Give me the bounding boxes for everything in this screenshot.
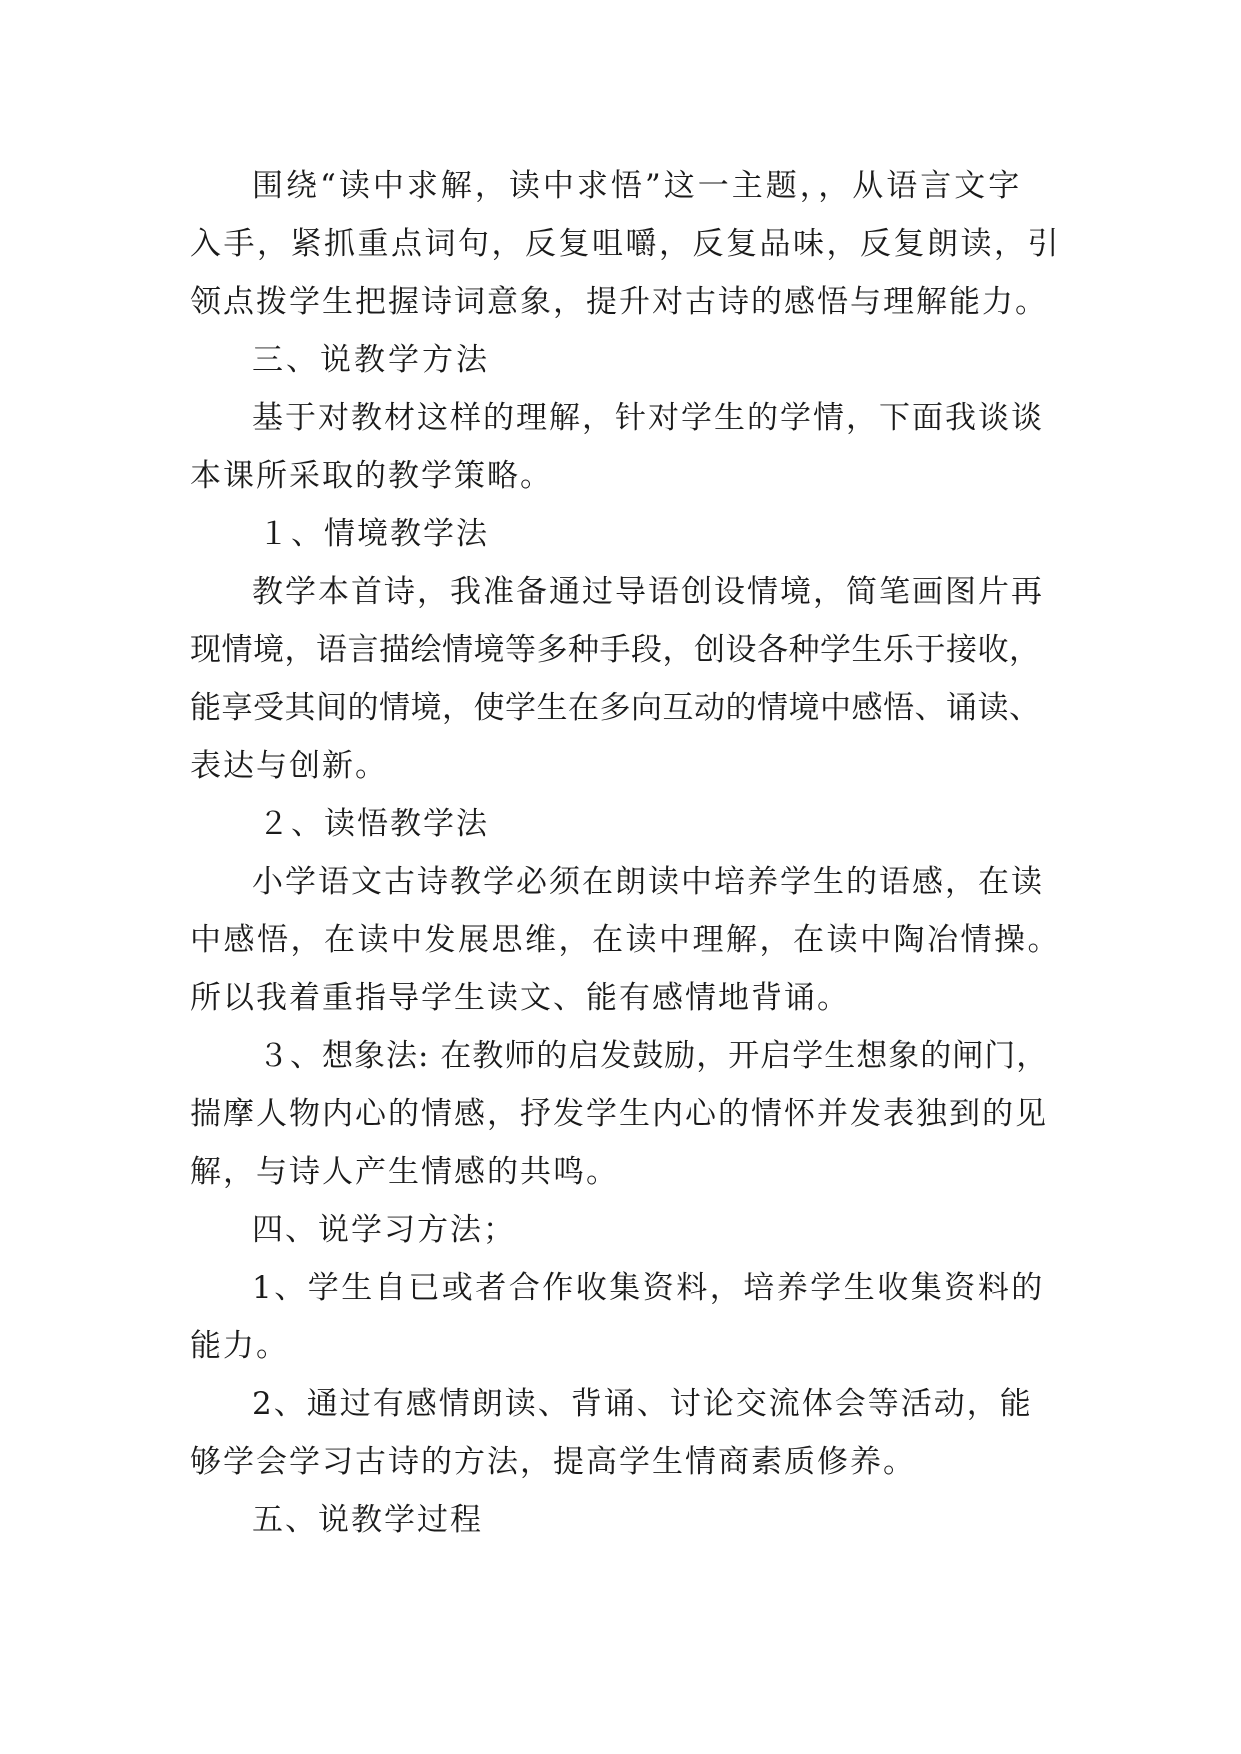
section-heading: 五、说教学过程 — [252, 1502, 483, 1538]
paragraph-line: 够学会学习古诗的方法，提高学生情商素质修养。 — [190, 1444, 916, 1480]
paragraph-line: 揣摩人物内心的情感，抒发学生内心的情怀并发表独到的见 — [190, 1096, 1048, 1132]
paragraph-line: 围绕“读中求解，读中求悟”这一主题，，从语言文字 — [252, 168, 1023, 204]
paragraph-line: 本课所采取的教学策略。 — [190, 458, 553, 494]
section-heading: 四、说学习方法； — [252, 1212, 516, 1248]
subsection-heading: １、情境教学法 — [258, 516, 489, 552]
subsection-heading: ２、读悟教学法 — [258, 806, 489, 842]
paragraph-line: 1、学生自已或者合作收集资料，培养学生收集资料的 — [252, 1270, 1045, 1306]
paragraph-line: ３、想象法: 在教师的启发鼓励，开启学生想象的闸门， — [258, 1038, 1049, 1074]
paragraph-line: 现情境，语言描绘情境等多种手段，创设各种学生乐于接收， — [190, 632, 1041, 668]
paragraph-line: 能享受其间的情境，使学生在多向互动的情境中感悟、诵读、 — [190, 690, 1041, 726]
paragraph-line: 小学语文古诗教学必须在朗读中培养学生的语感，在读 — [252, 864, 1044, 900]
section-heading: 三、说教学方法 — [252, 342, 490, 378]
paragraph-line: 2、通过有感情朗读、背诵、讨论交流体会等活动，能 — [252, 1386, 1033, 1422]
paragraph-line: 中感悟，在读中发展思维，在读中理解，在读中陶冶情操。 — [190, 922, 1061, 958]
paragraph-line: 表达与创新。 — [190, 748, 388, 784]
paragraph-line: 基于对教材这样的理解，针对学生的学情，下面我谈谈 — [252, 400, 1044, 436]
paragraph-line: 入手，紧抓重点词句，反复咀嚼，反复品味，反复朗读，引 — [190, 226, 1061, 262]
paragraph-line: 所以我着重指导学生读文、能有感情地背诵。 — [190, 980, 850, 1016]
paragraph-line: 教学本首诗，我准备通过导语创设情境，简笔画图片再 — [252, 574, 1044, 610]
paragraph-line: 领点拨学生把握诗词意象，提升对古诗的感悟与理解能力。 — [190, 284, 1048, 320]
paragraph-line: 解，与诗人产生情感的共鸣。 — [190, 1154, 619, 1190]
paragraph-line: 能力。 — [190, 1328, 289, 1364]
